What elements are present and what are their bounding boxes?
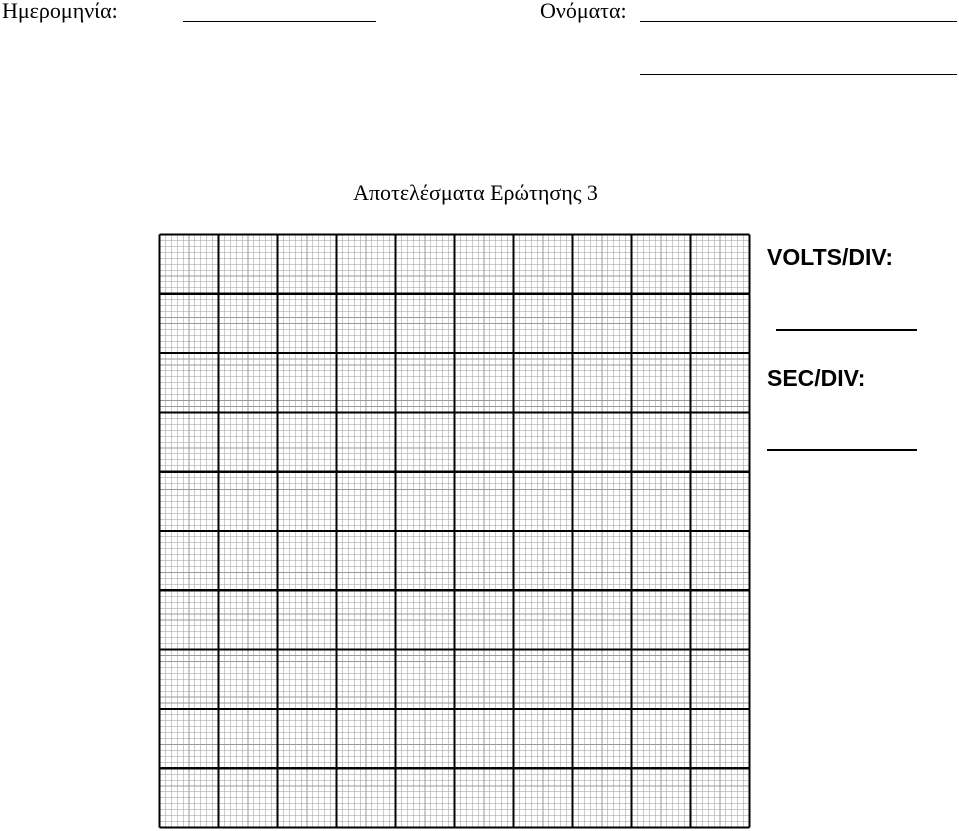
date-blank-line[interactable] [183, 21, 376, 22]
names-blank-line-1[interactable] [640, 21, 957, 22]
sec-per-div-label: SEC/DIV: [767, 365, 866, 391]
sec-per-div-blank-line[interactable] [767, 449, 917, 451]
graph-paper[interactable] [158, 233, 751, 829]
names-blank-line-2[interactable] [640, 74, 957, 75]
section-title-container [0, 182, 959, 204]
volts-per-div-blank-line[interactable] [776, 329, 917, 331]
date-label: Ημερομηνία: [2, 0, 118, 23]
volts-per-div-label: VOLTS/DIV: [767, 244, 894, 270]
section-title: Αποτελέσματα Ερώτησης 3 [353, 180, 598, 205]
names-label: Ονόματα: [540, 0, 627, 23]
graph-paper-grid [158, 233, 751, 829]
